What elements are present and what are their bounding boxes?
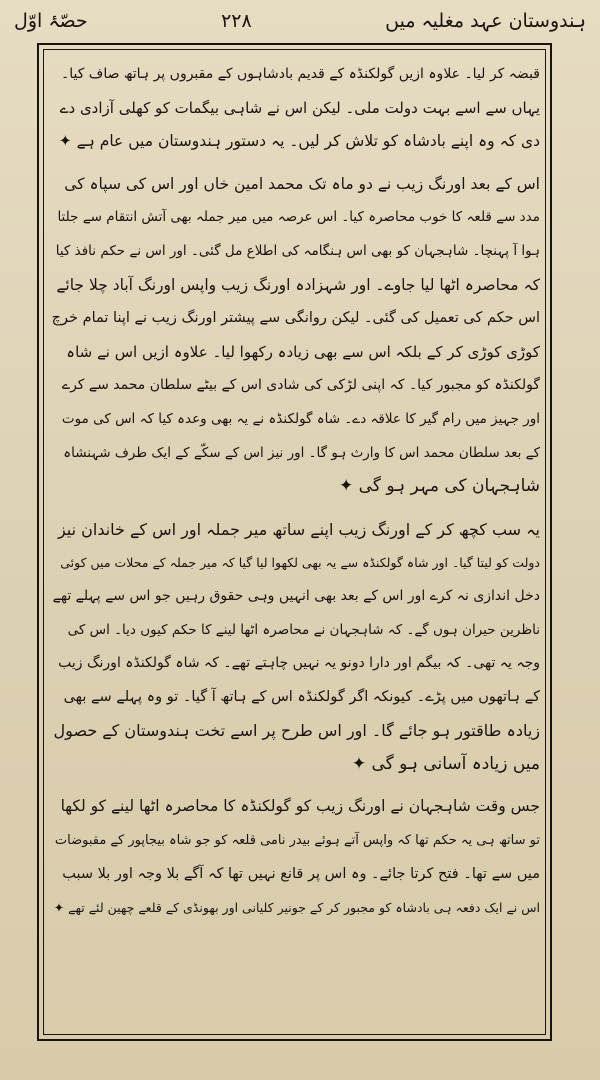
- text-line: تو ساتھ ہی یہ حکم تھا کہ واپس آتے ہوئے بیدر نامی قلعہ کو جو شاہ بیجاپور کے مقبوضات: [54, 833, 540, 849]
- text-line: یہ سب کچھ کر کے اورنگ زیب اپنے ساتھ میر جملہ اور اس کے خاندان نیز: [57, 519, 540, 539]
- text-block: [52, 58, 540, 1028]
- paragraph-gap: [52, 504, 540, 513]
- text-line: وجہ یہ تھی۔ کہ بیگم اور دارا دونو یہ نہیں چاہتے تھے۔ کہ شاہ گولکنڈہ اورنگ زیب: [58, 655, 540, 672]
- text-line: دی کہ وہ اپنے بادشاہ کو تلاش کر لیں۔ یہ دستور ہندوستان میں عام ہے ✦: [58, 132, 540, 151]
- text-line: میں سے تھا۔ فتح کرتا جائے۔ وہ اس پر قانع نہیں تھا کہ آگے بلا وجہ اور بلا سبب: [62, 865, 540, 882]
- part-label: حصّۂ اوّل: [14, 10, 88, 32]
- text-line: میں زیادہ آسانی ہو گی ✦: [351, 753, 540, 774]
- text-line: قبضہ کر لیا۔ علاوہ ازیں گولکنڈہ کے قدیم بادشاہوں کے مقبروں پر ہاتھ صاف کیا۔: [61, 66, 540, 82]
- text-line: مدد سے قلعہ کا خوب محاصرہ کیا۔ اس عرصہ میں میر جملہ بھی آتش انتقام سے جلتا: [57, 209, 540, 226]
- text-line: اس کے بعد اورنگ زیب نے دو ماہ تک محمد امین خاں اور اس کی سپاہ کی: [64, 174, 540, 193]
- text-line: کہ محاصرہ اٹھا لیا جاوے۔ اور شہزادہ اورنگ زیب واپس اورنگ آباد چلا جائے: [56, 275, 540, 294]
- text-line: یہاں سے اسے بہت دولت ملی۔ لیکن اس نے شاہی بیگمات کو کھلی آزادی دے: [59, 98, 540, 117]
- paragraph: [52, 790, 540, 924]
- paragraph: [52, 168, 540, 504]
- text-line: اور جہیز میں رام گیر کا علاقہ دے۔ شاہ گولکنڈہ نے یہ بھی وعدہ کیا کہ اس کی موت: [61, 410, 540, 427]
- page-number: ۲۲۸: [221, 10, 252, 32]
- text-line: اس نے ایک دفعہ ہی بادشاہ کو مجبور کر کے جونیر کلیانی اور بھونڈی کے قلعے چھین لئے تھے ✦: [53, 900, 540, 916]
- text-line: کے ہاتھوں میں پڑے۔ کیونکہ اگر گولکنڈہ اس کے ہاتھ آ گیا۔ تو وہ پہلے سے بھی: [63, 688, 540, 705]
- page-header: [14, 4, 586, 38]
- text-line: زیادہ طاقتور ہو جائے گا۔ اور اس طرح پر اسے تخت ہندوستان کے حصول: [53, 721, 540, 741]
- text-line: ہوا آ پہنچا۔ شاہجہان کو بھی اس ہنگامہ کی اطلاع مل گئی۔ اور اس نے حکم نافذ کیا: [55, 242, 540, 259]
- text-line: شاہجہان کی مہر ہو گی ✦: [339, 476, 540, 497]
- text-line: اس حکم کی تعمیل کی گئی۔ لیکن روانگی سے پیشتر اورنگ زیب نے اپنا تمام خرچ: [52, 310, 540, 327]
- text-line: کوڑی کوڑی کر کے بلکہ اس سے بھی زیادہ رکھوا لیا۔ علاوہ ازیں اس نے شاہ: [66, 342, 540, 361]
- text-line: جس وقت شاہجہان نے اورنگ زیب کو گولکنڈہ کا محاصرہ اٹھا لینے کو لکھا: [60, 797, 540, 816]
- running-title: ہندوستان عہد مغلیہ میں: [385, 10, 586, 32]
- paragraph: [52, 58, 540, 159]
- paragraph-gap: [52, 159, 540, 168]
- text-line: ناظرین حیران ہوں گے۔ کہ شاہجہان نے محاصرہ اٹھا لینے کا حکم کیوں دیا۔ اس کی: [67, 621, 540, 638]
- text-line: دولت کو لیتا گیا۔ اور شاہ گولکنڈہ سے یہ بھی لکھوا لیا گیا کہ میر جملہ کے محلات میں کوئی: [60, 555, 540, 571]
- paragraph: [52, 513, 540, 782]
- text-line: دخل اندازی نہ کرے اور اس کے بعد بھی انہیں وہی حقوق رہیں جو اس سے پہلے تھے: [52, 587, 540, 604]
- text-line: کے بعد سلطان محمد اس کا وارث ہو گا۔ اور نیز اس کے سکّے کے ایک طرف شہنشاہ: [63, 444, 540, 461]
- text-line: گولکنڈہ کو مجبور کیا۔ کہ اپنی لڑکی کی شادی اس کے بیٹے سلطان محمد سے کرے: [61, 377, 540, 394]
- paragraph-gap: [52, 781, 540, 790]
